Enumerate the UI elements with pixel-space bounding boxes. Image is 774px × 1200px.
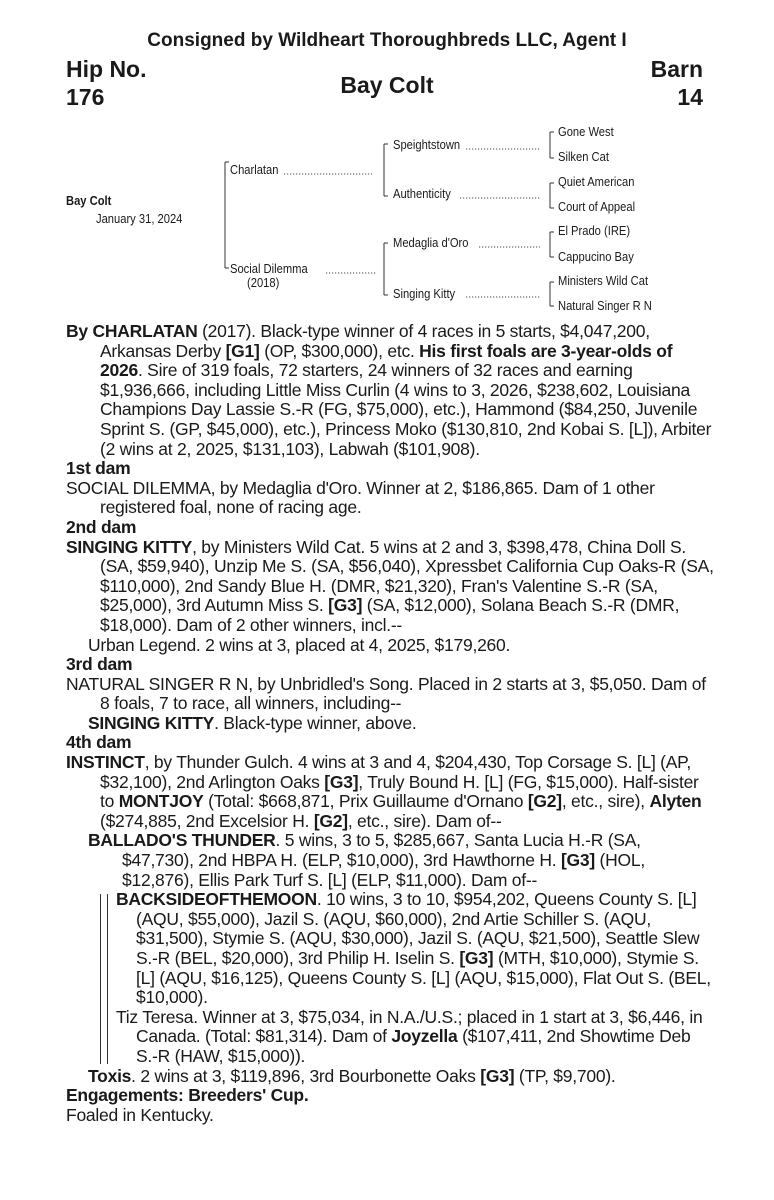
fourth-dam-text: , etc., sire), [561, 791, 650, 812]
third-dam-text: NATURAL SINGER R N, by Unbridled's Song. Placed in 2 starts at 3, $5,050. Dam of 8 foals, 7 to race, all winners, including-- [66, 673, 706, 714]
foaled-in: Foaled in Kentucky. [66, 1104, 214, 1125]
indent-rule [100, 894, 101, 1063]
grade-badge: [G2] [313, 810, 348, 831]
produce-name: Joyzella [391, 1026, 458, 1047]
grade-badge: [G3] [324, 771, 359, 792]
first-foals-note: His first foals are 3-year-olds of 2026 [100, 340, 673, 381]
sire-text: (OP, $300,000), etc. [259, 340, 420, 361]
pedigree-sire-sire: Speightstown [393, 137, 461, 152]
second-dam-text: , by Ministers Wild Cat. 5 wins at 2 and 3, $398,478, China Doll S. (SA, $59,940), Unzip Me S. (SA, $56,040), Xpressbet California Cup Oaks-R (SA, $110,000), 2nd Sandy Blue H. (DMR, $21,320), Fran's Valentine S.-R (SA, $25,000), 3rd Autumn Miss S. [100, 536, 714, 616]
first-dam-heading: 1st dam [66, 458, 131, 479]
pedigree-subject: Bay Colt [66, 193, 112, 208]
grade-badge: [G3] [560, 850, 595, 871]
second-dam-produce: Urban Legend. 2 wins at 3, placed at 4, 2025, $179,260. [88, 634, 511, 655]
grade-badge: [G3] [328, 595, 363, 616]
fourth-dam-paragraph [66, 753, 716, 831]
pedigree-ggp: Cappucino Bay [558, 249, 634, 264]
sibling-name: Alyten [649, 791, 702, 812]
indent-rule [107, 894, 108, 1063]
produce-text: . 2 wins at 3, $119,896, 3rd Bourbonette Oaks [131, 1065, 481, 1086]
produce-name: SINGING KITTY [88, 712, 215, 733]
barn-number: 14 [677, 84, 703, 110]
first-dam-text: SOCIAL DILEMMA, by Medaglia d'Oro. Winner at 2, $186,865. Dam of 1 other registered foal, none of racing age. [66, 477, 655, 518]
pedigree-sire-dam: Authenticity [393, 186, 451, 201]
tiz-teresa-paragraph [66, 1008, 716, 1067]
produce-text: . 5 wins, 3 to 5, $285,667, Santa Lucia H.-R (SA, $47,730), 2nd HBPA H. (ELP, $10,000), 3rd Hawthorne H. [122, 830, 641, 871]
produce-text: (TP, $9,700). [514, 1065, 616, 1086]
pedigree-dam: Social Dilemma [230, 261, 308, 276]
second-dam-heading: 2nd dam [66, 516, 137, 537]
produce-text: Tiz Teresa. Winner at 3, $75,034, in N.A./U.S.; placed in 1 start at 3, $6,446, in Canada. (Total: $81,314). Dam of [116, 1006, 703, 1047]
fourth-dam-text: , by Thunder Gulch. 4 wins at 3 and 4, $204,430, Top Corsage S. [L] (AP, $32,100), 2nd Arlington Oaks [100, 752, 691, 792]
second-dam-name: SINGING KITTY [66, 536, 193, 557]
ballados-thunder-paragraph [66, 831, 716, 890]
produce-text: ($107,411, 2nd Showtime Deb S.-R (HAW, $15,000)). [136, 1026, 691, 1066]
pedigree-dam-year: (2018) [247, 275, 280, 290]
grade-badge: [G3] [459, 948, 494, 968]
pedigree-ggp: Court of Appeal [558, 199, 636, 214]
third-dam-produce [66, 714, 716, 734]
grade-badge: [G3] [480, 1065, 515, 1086]
pedigree-ggp: Silken Cat [558, 149, 609, 164]
consignor-line: Consigned by Wildheart Thoroughbreds LLC, Agent I [147, 30, 627, 51]
fourth-dam-text: (Total: $668,871, Prix Guillaume d'Ornano [203, 791, 528, 812]
fourth-dam-name: INSTINCT [66, 752, 145, 773]
pedigree-dam-sire: Medaglia d'Oro [393, 235, 469, 250]
barn-label: Barn [650, 56, 703, 82]
pedigree-bracket-lines [0, 0, 774, 320]
pedigree-ggp: Natural Singer R N [558, 298, 652, 313]
fourth-dam-heading: 4th dam [66, 732, 132, 753]
backside-paragraph [66, 890, 716, 1008]
grade-badge: [G1] [225, 340, 260, 361]
engagements: Engagements: Breeders' Cup. [66, 1085, 309, 1106]
catalogue-body [66, 322, 716, 1125]
third-dam-heading: 3rd dam [66, 654, 133, 675]
descendants-block [66, 890, 716, 1066]
toxis-paragraph [66, 1067, 716, 1087]
fourth-dam-text: , Truly Bound H. [L] (FG, $15,000). Half-sister to [100, 771, 699, 812]
sire-paragraph [66, 322, 716, 459]
hip-number: 176 [66, 84, 105, 110]
grade-badge: [G2] [527, 791, 562, 812]
sire-lead: By CHARLATAN [66, 321, 198, 341]
produce-name: BALLADO'S THUNDER [88, 830, 276, 851]
page-title: Bay Colt [340, 72, 434, 98]
produce-name: BACKSIDEOFTHEMOON [116, 889, 317, 910]
pedigree-ggp: Ministers Wild Cat [558, 273, 649, 288]
fourth-dam-text: , etc., sire). Dam of-- [347, 810, 502, 831]
produce-text: (HOL, $12,876), Ellis Park Turf S. [L] (ELP, $11,000). Dam of-- [122, 850, 645, 890]
pedigree-ggp: El Prado (IRE) [558, 223, 631, 238]
pedigree-foaled-date: January 31, 2024 [96, 211, 183, 226]
fourth-dam-text: ($274,885, 2nd Excelsior H. [100, 810, 314, 831]
second-dam-paragraph [66, 538, 716, 636]
produce-text: . Black-type winner, above. [214, 712, 417, 733]
pedigree-sire: Charlatan [230, 162, 279, 177]
pedigree-ggp: Quiet American [558, 174, 635, 189]
sire-text: . Sire of 319 foals, 72 starters, 24 winners of 32 races and earning $1,936,666, including Little Miss Curlin (4 wins to 3, 2026, $238,602, Louisiana Champions Day Lassie S.-R (FG, $75,000), etc.), Hammond ($84,250, Juvenile Sprint S. (GP, $45,000), etc.), Princess Moko ($130,810, 2nd Kobai S. [L]), Arbiter (2 wins at 2, 2025, $131,103), Labwah ($101,908). [100, 360, 712, 459]
produce-text: . 10 wins, 3 to 10, $954,202, Queens County S. [L] (AQU, $55,000), Jazil S. (AQU, $60,000), 2nd Artie Schiller S. (AQU, $31,500), Stymie S. (AQU, $30,000), Jazil S. (AQU, $21,500), Seattle Slew S.-R (BEL, $20,000), 3rd Philip H. Iselin S. [136, 889, 700, 968]
pedigree-ggp: Gone West [558, 124, 614, 139]
hip-label: Hip No. [66, 56, 147, 82]
pedigree-dam-dam: Singing Kitty [393, 286, 456, 301]
sire-text: (2017). Black-type winner of 4 races in 5 starts, $4,047,200, Arkansas Derby [100, 321, 650, 361]
second-dam-text: (SA, $12,000), Solana Beach S.-R (DMR, $18,000). Dam of 2 other winners, incl.-- [100, 595, 680, 635]
produce-name: Toxis [88, 1065, 132, 1086]
produce-text: (MTH, $10,000), Stymie S. [L] (AQU, $16,125), Queens County S. [L] (AQU, $15,000), Flat Out S. (BEL, $10,000). [136, 948, 711, 1008]
sibling-name: MONTJOY [118, 791, 204, 812]
